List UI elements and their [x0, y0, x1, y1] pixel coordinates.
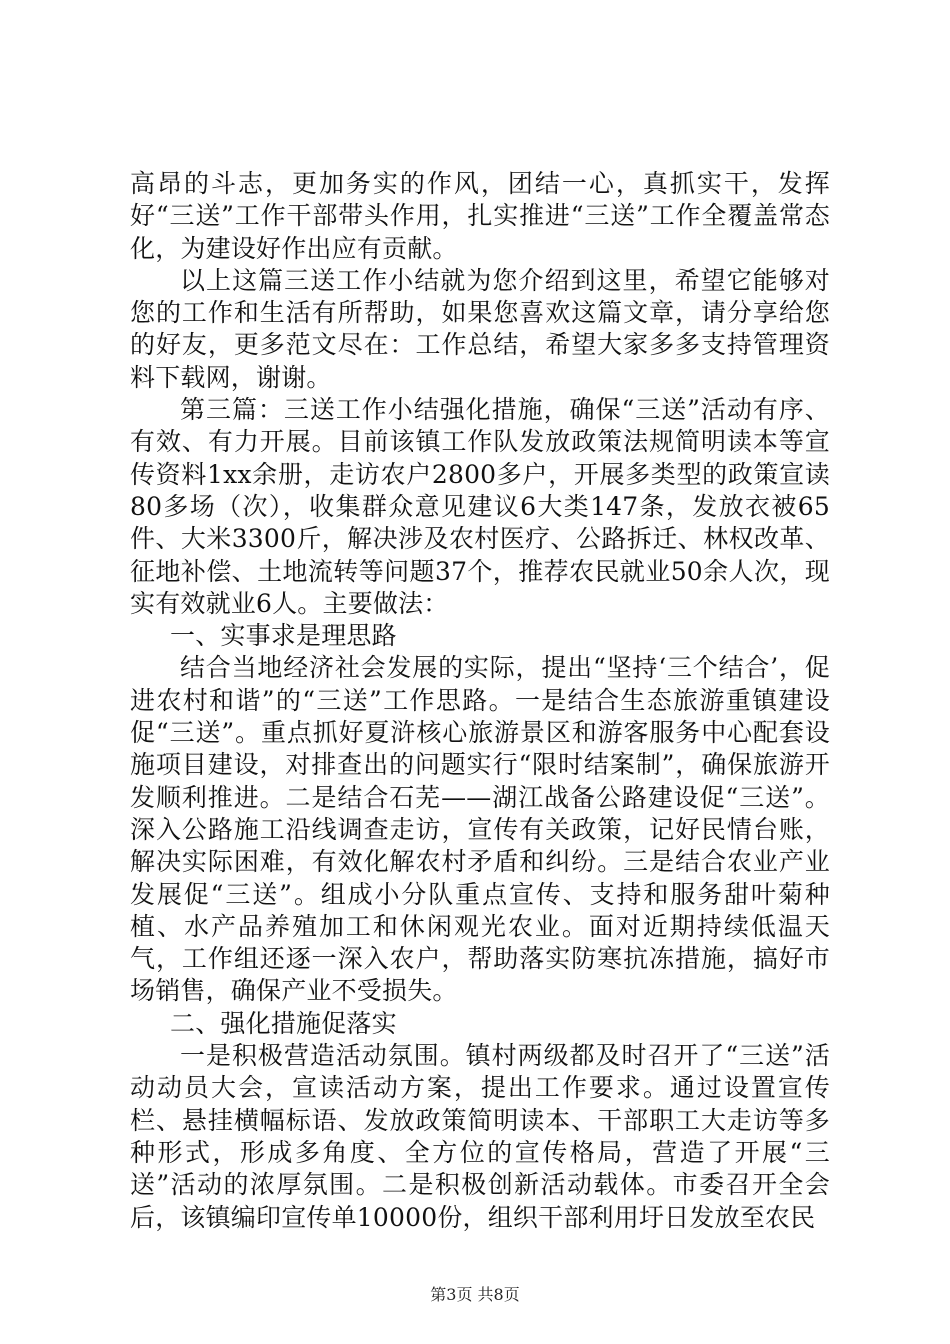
document-body: [130, 168, 830, 1234]
paragraph-third-article-intro: 第三篇：三送工作小结强化措施，确保“三送”活动有序、有效、有力开展。目前该镇工作队发放政策法规简明读本等宣传资料1xx余册，走访农户2800多户，开展多类型的政策宣读80多场（次），收集群众意见建议6大类147条，发放衣被65件、大米3300斤，解决涉及农村医疗、公路拆迁、林权改革、征地补偿、土地流转等问题37个，推荐农民就业50余人次，现实有效就业6人。主要做法：: [130, 395, 830, 618]
paragraph-closing-note: 以上这篇三送工作小结就为您介绍到这里，希望它能够对您的工作和生活有所帮助，如果您喜欢这篇文章，请分享给您的好友，更多范文尽在：工作总结，希望大家多多支持管理资料下载网，谢谢。: [130, 265, 830, 392]
paragraph-continuation: 高昂的斗志，更加务实的作风，团结一心，真抓实干，发挥好“三送”工作干部带头作用，扎实推进“三送”工作全覆盖常态化，为建设好作出应有贡献。: [130, 169, 830, 263]
section-heading-2: 二、强化措施促落实: [170, 1008, 397, 1038]
paragraph-section-1: 结合当地经济社会发展的实际，提出“坚持‘三个结合’，促进农村和谐”的“三送”工作思路。一是结合生态旅游重镇建设促“三送”。重点抓好夏浒核心旅游景区和游客服务中心配套设施项目建设，对排查出的问题实行“限时结案制”，确保旅游开发顺利推进。二是结合石芜——湖江战备公路建设促“三送”。深入公路施工沿线调查走访，宣传有关政策，记好民情台账，解决实际困难，有效化解农村矛盾和纠纷。三是结合农业产业发展促“三送”。组成小分队重点宣传、支持和服务甜叶菊种植、水产品养殖加工和休闲观光农业。面对近期持续低温天气，工作组还逐一深入农户，帮助落实防寒抗冻措施，搞好市场销售，确保产业不受损失。: [130, 653, 830, 1006]
paragraph-section-2: 一是积极营造活动氛围。镇村两级都及时召开了“三送”活动动员大会，宣读活动方案，提出工作要求。通过设置宣传栏、悬挂横幅标语、发放政策简明读本、干部职工大走访等多种形式，形成多角度、全方位的宣传格局，营造了开展“三送”活动的浓厚氛围。二是积极创新活动载体。市委召开全会后，该镇编印宣传单10000份，组织干部利用圩日发放至农民: [130, 1041, 830, 1232]
page-number-footer: 第3页 共8页: [430, 1285, 520, 1304]
section-heading-1: 一、实事求是理思路: [170, 621, 397, 651]
